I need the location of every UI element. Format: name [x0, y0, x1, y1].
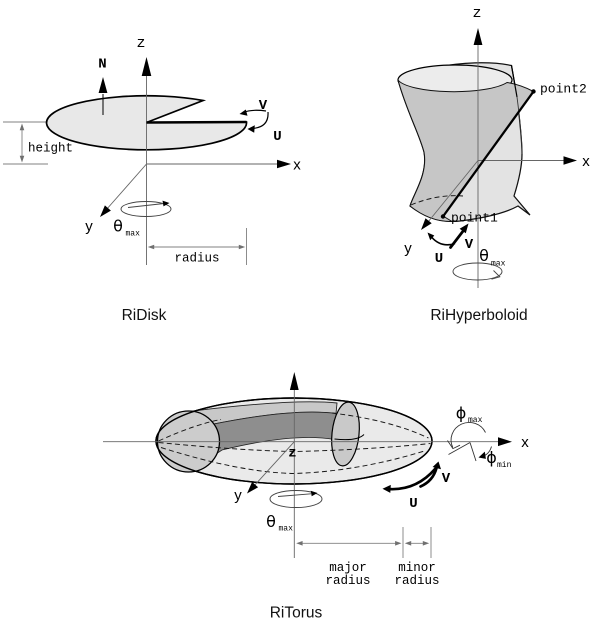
disk-v-label: V	[258, 98, 268, 114]
torus-u-label: U	[409, 496, 418, 512]
hyperboloid-point2-dot	[531, 89, 535, 93]
torus-phimin-subscript: min	[497, 461, 512, 470]
ritorus-figure	[103, 372, 529, 622]
torus-phimin-label: ϕ	[486, 448, 497, 467]
torus-v-label: V	[441, 471, 451, 487]
ridisk-caption: RiDisk	[121, 307, 167, 324]
disk-theta-subscript: max	[125, 229, 140, 239]
ridisk-figure	[3, 35, 301, 324]
disk-height-label: height	[28, 141, 74, 156]
disk-y-axis-label: y	[85, 218, 93, 235]
disk-radius-label: radius	[174, 251, 220, 266]
rihyperboloid-caption: RiHyperboloid	[430, 307, 528, 324]
hyperboloid-z-axis-label: z	[472, 5, 482, 22]
torus-phi-wedge-lines	[449, 443, 477, 462]
torus-u-arrow	[388, 469, 436, 490]
hyperboloid-point2-label: point2	[540, 81, 587, 97]
hyperboloid-theta-label: θ	[479, 246, 489, 265]
disk-theta-rotation-arrow	[128, 204, 164, 208]
ritorus-caption: RiTorus	[269, 604, 323, 622]
torus-theta-subscript: max	[278, 524, 293, 534]
torus-minor-radius-label-line1: minor	[398, 561, 436, 575]
torus-major-radius-label-line2: radius	[325, 574, 371, 588]
disk-z-axis-label: z	[136, 35, 146, 52]
hyperboloid-u-label: U	[434, 251, 444, 267]
rihyperboloid-figure	[398, 5, 590, 324]
torus-phimax-label: ϕ	[455, 403, 467, 423]
torus-major-radius-label-line1: major	[329, 561, 367, 575]
disk-thetamax-edge	[147, 122, 247, 123]
hyperboloid-point1-label: point1	[451, 210, 498, 226]
disk-x-axis-label: x	[293, 156, 301, 174]
torus-y-axis-label: y	[234, 487, 242, 504]
hyperboloid-x-axis-label: x	[582, 153, 590, 170]
torus-x-axis-label: x	[521, 434, 529, 451]
hyperboloid-v-label: V	[464, 237, 474, 253]
hyperboloid-y-axis-label: y	[404, 240, 412, 257]
torus-minor-radius-label-line2: radius	[394, 574, 440, 588]
hyperboloid-theta-subscript: max	[491, 259, 506, 269]
hyperboloid-point1-dot	[441, 214, 445, 218]
torus-phimax-subscript: max	[468, 416, 483, 425]
hyperboloid-u-arrow	[432, 237, 456, 245]
disk-normal-label: N	[98, 56, 107, 73]
torus-z-axis-label: z	[288, 445, 297, 462]
torus-theta-label: θ	[266, 512, 276, 531]
disk-u-label: U	[273, 129, 282, 145]
disk-theta-label: θ	[113, 216, 123, 236]
